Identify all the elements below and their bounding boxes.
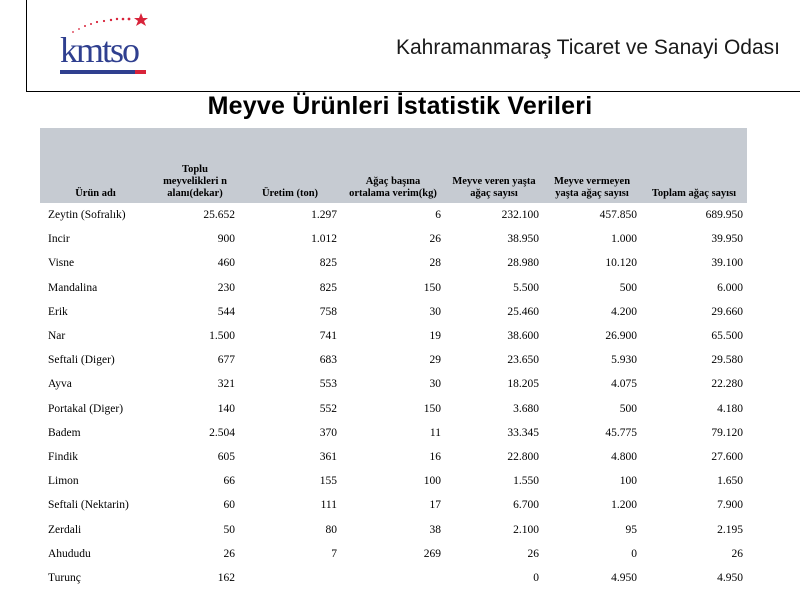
logo-band-accent xyxy=(135,70,146,74)
cell-nonbearing-trees: 4.200 xyxy=(611,305,637,318)
cell-product: Zeytin (Sofralık) xyxy=(48,209,126,222)
cell-avg-yield: 38 xyxy=(429,523,441,536)
table-row xyxy=(40,421,747,445)
cell-total-trees: 1.650 xyxy=(717,475,743,488)
table-row xyxy=(40,542,747,566)
table-header-row xyxy=(40,128,747,203)
cell-production: 683 xyxy=(319,354,337,367)
header-frame xyxy=(26,0,800,92)
cell-nonbearing-trees: 5.930 xyxy=(611,354,637,367)
cell-bearing-trees: 3.680 xyxy=(513,402,539,415)
cell-area: 25.652 xyxy=(203,209,235,222)
cell-avg-yield: 150 xyxy=(423,281,441,294)
cell-area: 900 xyxy=(217,233,235,246)
cell-total-trees: 39.950 xyxy=(711,233,743,246)
cell-nonbearing-trees: 4.800 xyxy=(611,450,637,463)
cell-avg-yield: 100 xyxy=(423,475,441,488)
cell-nonbearing-trees: 10.120 xyxy=(605,257,637,270)
cell-production: 1.297 xyxy=(311,209,337,222)
cell-total-trees: 4.950 xyxy=(717,571,743,584)
cell-product: Zerdali xyxy=(48,523,82,536)
cell-total-trees: 22.280 xyxy=(711,378,743,391)
cell-avg-yield: 19 xyxy=(429,330,441,343)
cell-nonbearing-trees: 457.850 xyxy=(599,209,637,222)
cell-bearing-trees: 33.345 xyxy=(507,426,539,439)
table-row xyxy=(40,372,747,396)
cell-bearing-trees: 6.700 xyxy=(513,499,539,512)
cell-bearing-trees: 1.550 xyxy=(513,475,539,488)
cell-bearing-trees: 26 xyxy=(527,547,539,560)
cell-area: 460 xyxy=(217,257,235,270)
cell-nonbearing-trees: 500 xyxy=(619,281,637,294)
cell-total-trees: 4.180 xyxy=(717,402,743,415)
cell-total-trees: 27.600 xyxy=(711,450,743,463)
cell-production: 80 xyxy=(325,523,337,536)
col-header-area: Toplu meyvelikleri n alanı(dekar) xyxy=(151,128,239,203)
cell-total-trees: 7.900 xyxy=(717,499,743,512)
cell-product: Incir xyxy=(48,233,70,246)
table-row xyxy=(40,566,747,590)
cell-bearing-trees: 232.100 xyxy=(501,209,539,222)
cell-product: Seftali (Diger) xyxy=(48,354,115,367)
cell-bearing-trees: 18.205 xyxy=(507,378,539,391)
cell-avg-yield: 26 xyxy=(429,233,441,246)
table-row xyxy=(40,227,747,251)
cell-avg-yield: 150 xyxy=(423,402,441,415)
cell-area: 60 xyxy=(223,499,235,512)
cell-bearing-trees: 28.980 xyxy=(507,257,539,270)
table-row xyxy=(40,469,747,493)
cell-product: Seftali (Nektarin) xyxy=(48,499,129,512)
cell-area: 677 xyxy=(217,354,235,367)
logo-band xyxy=(60,70,146,74)
cell-nonbearing-trees: 26.900 xyxy=(605,330,637,343)
col-header-product: Ürün adı xyxy=(40,128,151,203)
cell-bearing-trees: 23.650 xyxy=(507,354,539,367)
cell-nonbearing-trees: 4.075 xyxy=(611,378,637,391)
cell-product: Ayva xyxy=(48,378,72,391)
cell-production: 552 xyxy=(319,402,337,415)
cell-product: Mandalina xyxy=(48,281,98,294)
organization-name: Kahramanmaraş Ticaret ve Sanayi Odası xyxy=(395,36,780,59)
cell-area: 321 xyxy=(217,378,235,391)
cell-product: Turunç xyxy=(48,571,81,584)
cell-production xyxy=(239,566,341,590)
table-row xyxy=(40,300,747,324)
cell-area: 162 xyxy=(217,571,235,584)
cell-nonbearing-trees: 95 xyxy=(625,523,637,536)
cell-area: 140 xyxy=(217,402,235,415)
cell-area: 2.504 xyxy=(209,426,235,439)
table-row xyxy=(40,397,747,421)
cell-bearing-trees: 0 xyxy=(533,571,539,584)
cell-total-trees: 29.660 xyxy=(711,305,743,318)
cell-nonbearing-trees: 0 xyxy=(631,547,637,560)
cell-production: 758 xyxy=(319,305,337,318)
cell-bearing-trees: 5.500 xyxy=(513,281,539,294)
cell-avg-yield: 269 xyxy=(423,547,441,560)
cell-production: 155 xyxy=(319,475,337,488)
cell-avg-yield: 29 xyxy=(429,354,441,367)
cell-total-trees: 26 xyxy=(731,547,743,560)
page-title: Meyve Ürünleri İstatistik Verileri xyxy=(207,92,593,120)
col-header-total-trees: Toplam ağaç sayısı xyxy=(641,128,747,203)
cell-area: 230 xyxy=(217,281,235,294)
cell-bearing-trees: 2.100 xyxy=(513,523,539,536)
cell-nonbearing-trees: 100 xyxy=(619,475,637,488)
table-row xyxy=(40,493,747,517)
cell-total-trees: 2.195 xyxy=(717,523,743,536)
cell-area: 1.500 xyxy=(209,330,235,343)
cell-product: Ahududu xyxy=(48,547,91,560)
cell-product: Erik xyxy=(48,305,68,318)
table-row xyxy=(40,251,747,275)
cell-production: 825 xyxy=(319,281,337,294)
cell-avg-yield: 11 xyxy=(429,426,441,439)
cell-total-trees: 689.950 xyxy=(705,209,743,222)
cell-avg-yield: 30 xyxy=(429,305,441,318)
cell-production: 741 xyxy=(319,330,337,343)
cell-total-trees: 79.120 xyxy=(711,426,743,439)
col-header-bearing-trees: Meyve veren yaşta ağaç sayısı xyxy=(445,128,543,203)
cell-product: Limon xyxy=(48,475,79,488)
table-row xyxy=(40,203,747,227)
cell-production: 1.012 xyxy=(311,233,337,246)
cell-product: Badem xyxy=(48,426,81,439)
cell-avg-yield: 28 xyxy=(429,257,441,270)
fruit-statistics-table xyxy=(40,128,747,590)
cell-production: 361 xyxy=(319,450,337,463)
cell-total-trees: 65.500 xyxy=(711,330,743,343)
cell-area: 50 xyxy=(223,523,235,536)
cell-product: Visne xyxy=(48,257,75,270)
logo-wordmark: kmtso xyxy=(60,30,139,70)
cell-bearing-trees: 25.460 xyxy=(507,305,539,318)
cell-production: 7 xyxy=(331,547,337,560)
table-row xyxy=(40,276,747,300)
col-header-nonbearing-trees: Meyve vermeyen yaşta ağaç sayısı xyxy=(543,128,641,203)
cell-area: 66 xyxy=(223,475,235,488)
cell-bearing-trees: 22.800 xyxy=(507,450,539,463)
cell-product: Nar xyxy=(48,330,66,343)
cell-total-trees: 6.000 xyxy=(717,281,743,294)
cell-production: 553 xyxy=(319,378,337,391)
cell-bearing-trees: 38.600 xyxy=(507,330,539,343)
cell-production: 111 xyxy=(320,499,337,512)
cell-nonbearing-trees: 45.775 xyxy=(605,426,637,439)
table-row xyxy=(40,445,747,469)
table-row xyxy=(40,348,747,372)
cell-production: 825 xyxy=(319,257,337,270)
cell-area: 605 xyxy=(217,450,235,463)
cell-nonbearing-trees: 1.000 xyxy=(611,233,637,246)
cell-area: 544 xyxy=(217,305,235,318)
cell-nonbearing-trees: 500 xyxy=(619,402,637,415)
col-header-production: Üretim (ton) xyxy=(239,128,341,203)
cell-product: Portakal (Diger) xyxy=(48,402,124,415)
cell-avg-yield: 17 xyxy=(429,499,441,512)
cell-avg-yield: 16 xyxy=(429,450,441,463)
col-header-avg-yield: Ağaç başına ortalama verim(kg) xyxy=(341,128,445,203)
table-row xyxy=(40,517,747,541)
cell-nonbearing-trees: 1.200 xyxy=(611,499,637,512)
cell-nonbearing-trees: 4.950 xyxy=(611,571,637,584)
cell-avg-yield: 6 xyxy=(435,209,441,222)
cell-total-trees: 39.100 xyxy=(711,257,743,270)
cell-production: 370 xyxy=(319,426,337,439)
cell-avg-yield xyxy=(341,566,445,590)
cell-avg-yield: 30 xyxy=(429,378,441,391)
cell-bearing-trees: 38.950 xyxy=(507,233,539,246)
cell-area: 26 xyxy=(223,547,235,560)
table-row xyxy=(40,324,747,348)
cell-total-trees: 29.580 xyxy=(711,354,743,367)
kmtso-logo xyxy=(57,12,157,80)
cell-product: Findik xyxy=(48,450,79,463)
